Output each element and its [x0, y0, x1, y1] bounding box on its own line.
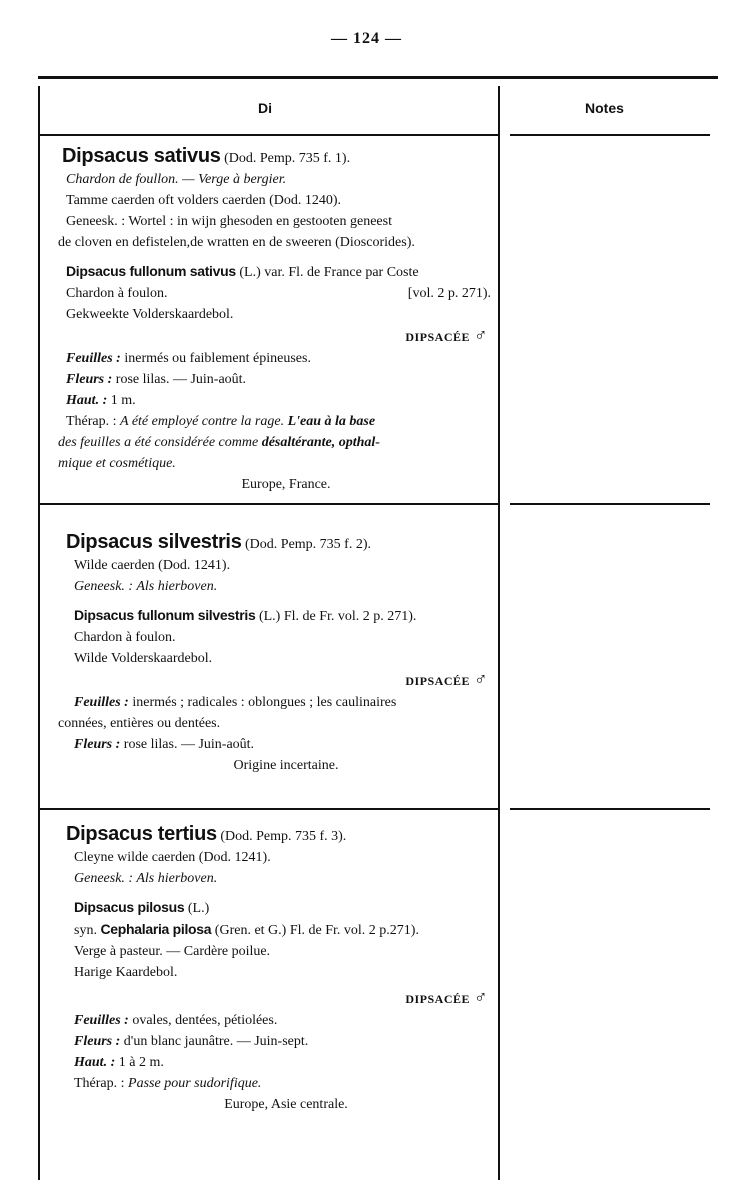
- text-line: Tamme caerden oft volders caerden (Dod. 1240).: [66, 193, 342, 208]
- text-line: [vol. 2 p. 271).: [407, 286, 491, 301]
- header-rule-left: [38, 134, 498, 136]
- row-rule-2: [38, 808, 498, 810]
- haut-text: 1 à 2 m.: [118, 1055, 164, 1070]
- row-rule-2-notes: [510, 808, 710, 810]
- table-left-rule: [38, 86, 40, 1180]
- text-line: Cleyne wilde caerden (Dod. 1241).: [74, 850, 271, 865]
- text-line: Wilde caerden (Dod. 1241).: [74, 558, 231, 573]
- text-line: Geneesk. : Als hierboven.: [74, 579, 218, 594]
- entry-dipsacus-silvestris: Dipsacus silvestris (Dod. Pemp. 735 f. 2). Wilde caerden (Dod. 1241). Geneesk. : Als hierboven. Dipsacus fullonum silvestris (L.) Fl. de Fr. vol. 2 p. 271). Chardon à foulon. Wilde Volderskaardebol. DIPSACÉE ♂ Feuilles : inermés ; radicales : oblongues ; les caulinaires connées, entières ou dentées. Fleurs : rose lilas. — Juin-août. Origine incertaine.: [66, 532, 496, 776]
- male-symbol-icon: ♂: [474, 669, 488, 689]
- species-title: Dipsacus silvestris: [66, 531, 242, 553]
- synonym-name: Cephalaria pilosa: [100, 921, 212, 937]
- row-rule-1: [38, 503, 498, 505]
- text-line: Gekweekte Volderskaardebol.: [66, 307, 234, 322]
- text-line: Harige Kaardebol.: [74, 965, 178, 980]
- text-line: Wilde Volderskaardebol.: [74, 651, 213, 666]
- fleurs-text: d'un blanc jaunâtre. — Juin-sept.: [123, 1034, 309, 1049]
- text-line: mique et cosmétique.: [58, 456, 176, 471]
- column-header-di: Di: [258, 100, 272, 116]
- subtitle-name: Dipsacus pilosus: [74, 899, 185, 915]
- family-label: DIPSACÉE ♂: [405, 325, 488, 345]
- synonym-citation: (Gren. et G.) Fl. de Fr. vol. 2 p.271).: [214, 923, 419, 938]
- subtitle-name: Dipsacus fullonum sativus: [66, 263, 236, 279]
- species-citation: (Dod. Pemp. 735 f. 2).: [245, 537, 372, 552]
- origin-text: Europe, France.: [241, 477, 331, 492]
- feuilles-text: ovales, dentées, pétiolées.: [132, 1013, 278, 1028]
- text-line: Chardon de foullon. — Verge à bergier.: [66, 172, 287, 187]
- column-divider: [498, 86, 500, 1180]
- haut-text: 1 m.: [110, 393, 136, 408]
- subtitle-name: Dipsacus fullonum silvestris: [74, 607, 256, 623]
- subtitle-citation: (L.) Fl. de Fr. vol. 2 p. 271).: [258, 609, 417, 624]
- feuilles-text: inermés ou faiblement épineuses.: [124, 351, 311, 366]
- species-title: Dipsacus tertius: [66, 823, 217, 845]
- subtitle-citation: (L.) var. Fl. de France par Coste: [239, 265, 419, 280]
- family-label: DIPSACÉE ♂: [405, 669, 488, 689]
- row-rule-1-notes: [510, 503, 710, 505]
- subtitle-citation: (L.): [187, 901, 210, 916]
- male-symbol-icon: ♂: [474, 325, 488, 345]
- text-line: connées, entières ou dentées.: [58, 716, 221, 731]
- species-citation: (Dod. Pemp. 735 f. 1).: [224, 151, 351, 166]
- origin-text: Europe, Asie centrale.: [224, 1097, 348, 1112]
- text-line: Chardon à foulon.: [74, 630, 176, 645]
- therap-text: Passe pour sudorifique.: [128, 1076, 262, 1091]
- male-symbol-icon: ♂: [474, 987, 488, 1007]
- entry-dipsacus-tertius: Dipsacus tertius (Dod. Pemp. 735 f. 3). Cleyne wilde caerden (Dod. 1241). Geneesk. : Als hierboven. Dipsacus pilosus (L.) syn. Cephalaria pilosa (Gren. et G.) Fl. de Fr. vol. 2 p.271). Verge à pasteur. — Cardère poilue. Harige Kaardebol. DIPSACÉE ♂ Feuilles : ovales, dentées, pétiolées. Fleurs : d'un blanc jaunâtre. — Juin-sept. Haut. : 1 à 2 m. Thérap. : Passe pour sudorifique. Europe, Asie centrale.: [66, 824, 496, 1115]
- header-rule-right: [510, 134, 710, 136]
- text-line: Geneesk. : Als hierboven.: [74, 871, 218, 886]
- fleurs-text: rose lilas. — Juin-août.: [115, 372, 247, 387]
- text-line: Verge à pasteur. — Cardère poilue.: [74, 944, 271, 959]
- origin-text: Origine incertaine.: [233, 758, 339, 773]
- text-line: Chardon à foulon.: [66, 286, 168, 301]
- text-line: Geneesk. : Wortel : in wijn ghesoden en gestooten geneest: [66, 214, 392, 229]
- family-label: DIPSACÉE ♂: [405, 987, 488, 1007]
- column-header-notes: Notes: [585, 100, 624, 116]
- entry-dipsacus-sativus: Dipsacus sativus (Dod. Pemp. 735 f. 1). Chardon de foullon. — Verge à bergier. Tamme caerden oft volders caerden (Dod. 1240). Geneesk. : Wortel : in wijn ghesoden en gestooten geneest de cloven en defistelen,de wratten en de sweeren (Dioscorides). Dipsacus fullonum sativus (L.) var. Fl. de France par Coste Chardon à foulon. [vol. 2 p. 271). Gekweekte Volderskaardebol. DIPSACÉE ♂ Feuilles : inermés ou faiblement épineuses. Fleurs : rose lilas. — Juin-août. Haut. : 1 m. Thérap. : A été employé contre la rage. L'eau à la base des feuilles a été considérée comme désaltérante, opthal- mique et cosmétique. Europe, France.: [66, 146, 496, 495]
- page-number: — 124 —: [331, 30, 402, 47]
- fleurs-text: rose lilas. — Juin-août.: [123, 737, 255, 752]
- table-top-rule: [38, 76, 718, 79]
- therap-text: A été employé contre la rage.: [120, 414, 285, 429]
- species-title: Dipsacus sativus: [62, 145, 221, 167]
- feuilles-text: inermés ; radicales : oblongues ; les caulinaires: [132, 695, 397, 710]
- text-line: de cloven en defistelen,de wratten en de sweeren (Dioscorides).: [58, 235, 415, 250]
- species-citation: (Dod. Pemp. 735 f. 3).: [220, 829, 347, 844]
